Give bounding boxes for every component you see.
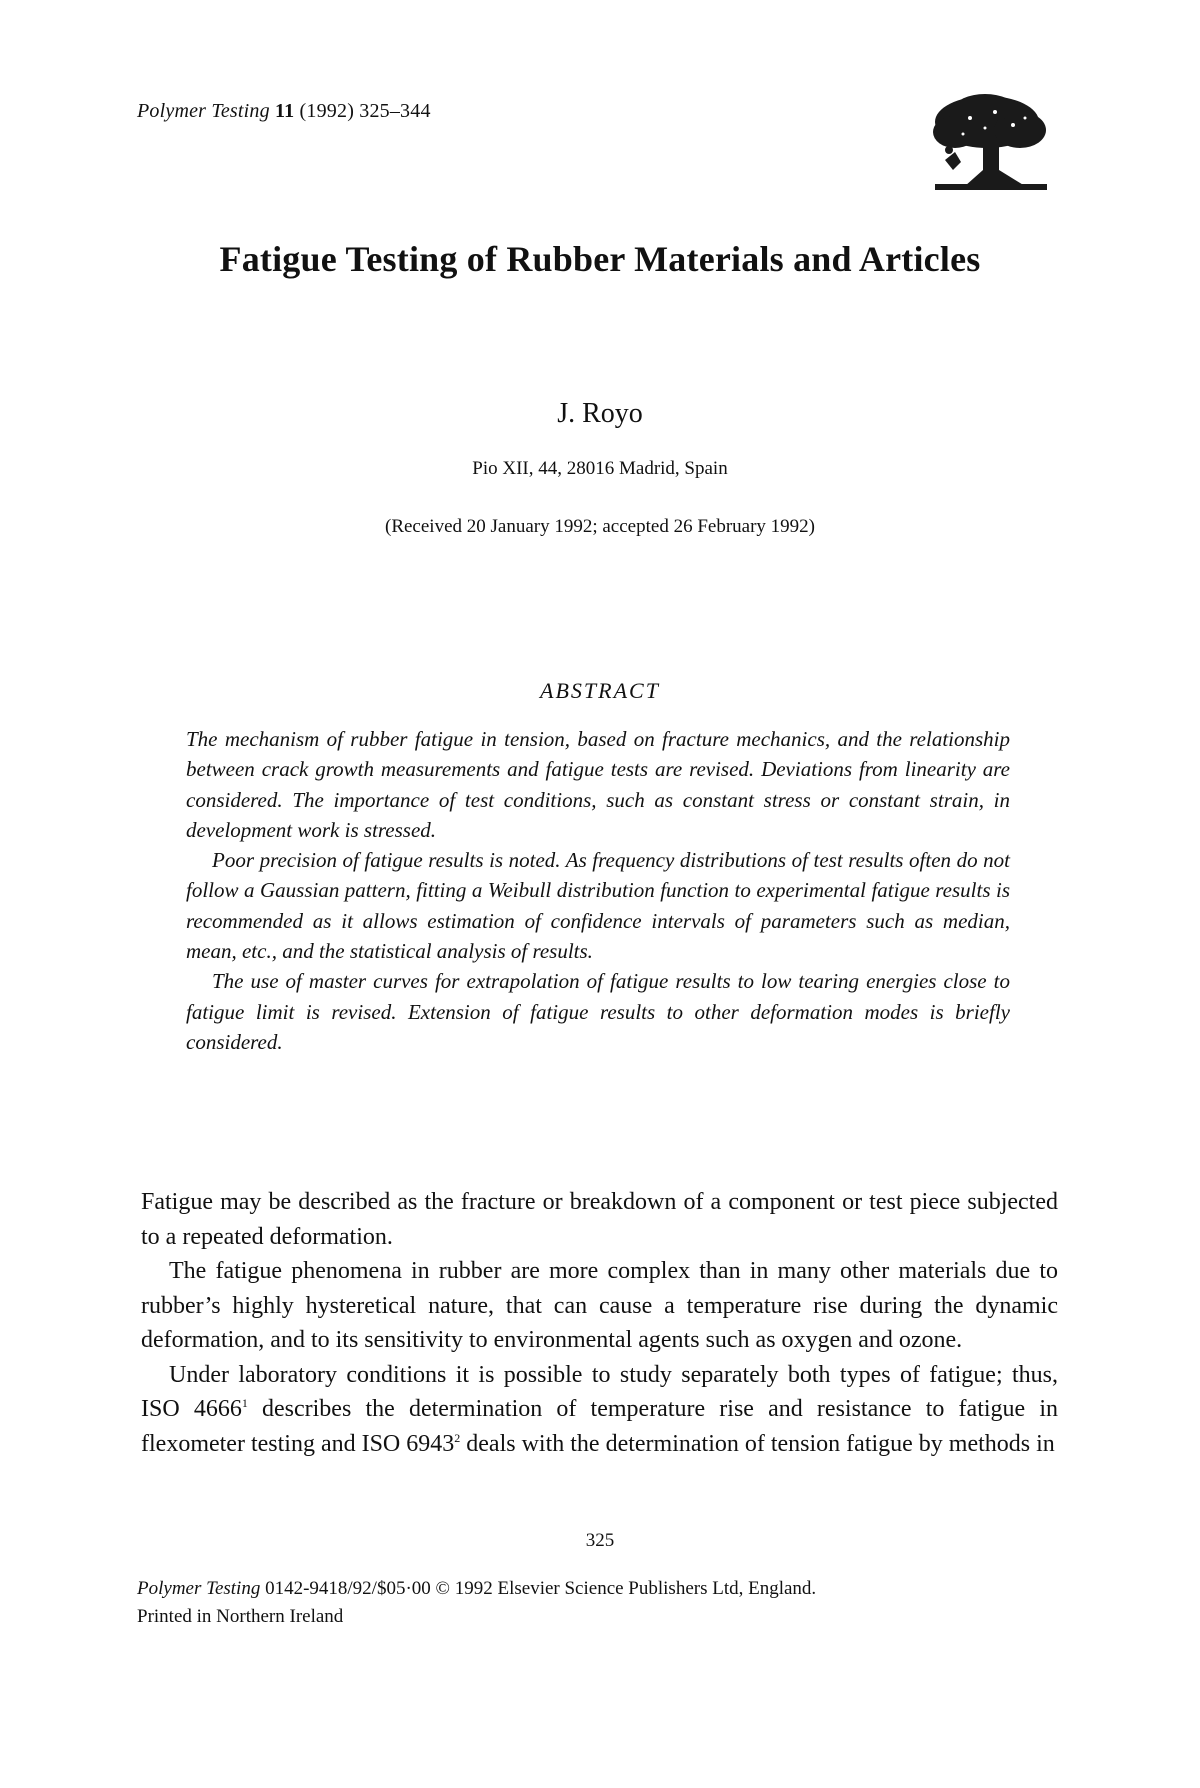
page-number: 325 [585,1530,615,1551]
body-text-span: Under laboratory conditions it is possible to study separately both types of fatigue; thus, ISO 4666 [141,1361,1058,1422]
body-text-span: describes the determination of temperature rise and resistance to fatigue in flexometer testing and ISO 6943 [141,1396,1059,1457]
body-paragraph: The fatigue phenomena in rubber are more complex than in many other materials due to rubber’s highly hysteretical nature, that can cause a temperature rise during the dynamic deformation, and to its sensitivity to environmental agents such as oxygen and ozone. [141,1258,1058,1353]
abstract-paragraph: Poor precision of fatigue results is noted. As frequency distributions of test results often do not follow a Gaussian pattern, fitting a Weibull distribution function to experimental fatigue results is recommended as it allows estimation of confidence intervals of parameters such as median, mean, etc., and the statistical analysis of results. [186,848,1010,964]
reference-marker: 1 [241,1396,248,1410]
abstract-heading: ABSTRACT [540,678,660,703]
copyright-line [137,1575,816,1603]
body-text [141,1185,1058,1461]
footer-imprint [137,1575,816,1631]
journal-citation [137,100,431,123]
body-paragraph [141,1358,1058,1462]
article-title: Fatigue Testing of Rubber Materials and Articles [219,239,981,279]
body-paragraph: Fatigue may be described as the fracture or breakdown of a component or test piece subjected to a repeated deformation. [141,1189,1058,1250]
abstract-text [186,724,1010,1057]
publisher-tree-logo-icon [925,90,1055,195]
body-text-span: deals with the determination of tension fatigue by methods in [460,1430,1055,1457]
author-address: Pio XII, 44, 28016 Madrid, Spain [472,458,728,479]
copyright-text: 0142-9418/92/$05·00 © 1992 Elsevier Science Publishers Ltd, England. [260,1578,817,1599]
journal-volume: 11 [275,100,295,122]
journal-name: Polymer Testing [137,100,270,122]
footer-journal-name: Polymer Testing [137,1578,261,1599]
abstract-paragraph: The mechanism of rubber fatigue in tension, based on fracture mechanics, and the relationship between crack growth measurements and fatigue tests are revised. Deviations from linearity are considered. The importance of test conditions, such as constant stress or constant strain, in development work is stressed. [186,727,1010,842]
journal-year-pages: (1992) 325–344 [299,100,431,122]
abstract-paragraph: The use of master curves for extrapolation of fatigue results to low tearing energies close to fatigue limit is revised. Extension of fatigue results to other deformation modes is briefly considered. [186,969,1010,1054]
printed-line: Printed in Northern Ireland [137,1606,344,1627]
author-name: J. Royo [557,398,643,429]
reference-marker: 2 [454,1430,461,1445]
received-dates: (Received 20 January 1992; accepted 26 February 1992) [385,516,815,537]
